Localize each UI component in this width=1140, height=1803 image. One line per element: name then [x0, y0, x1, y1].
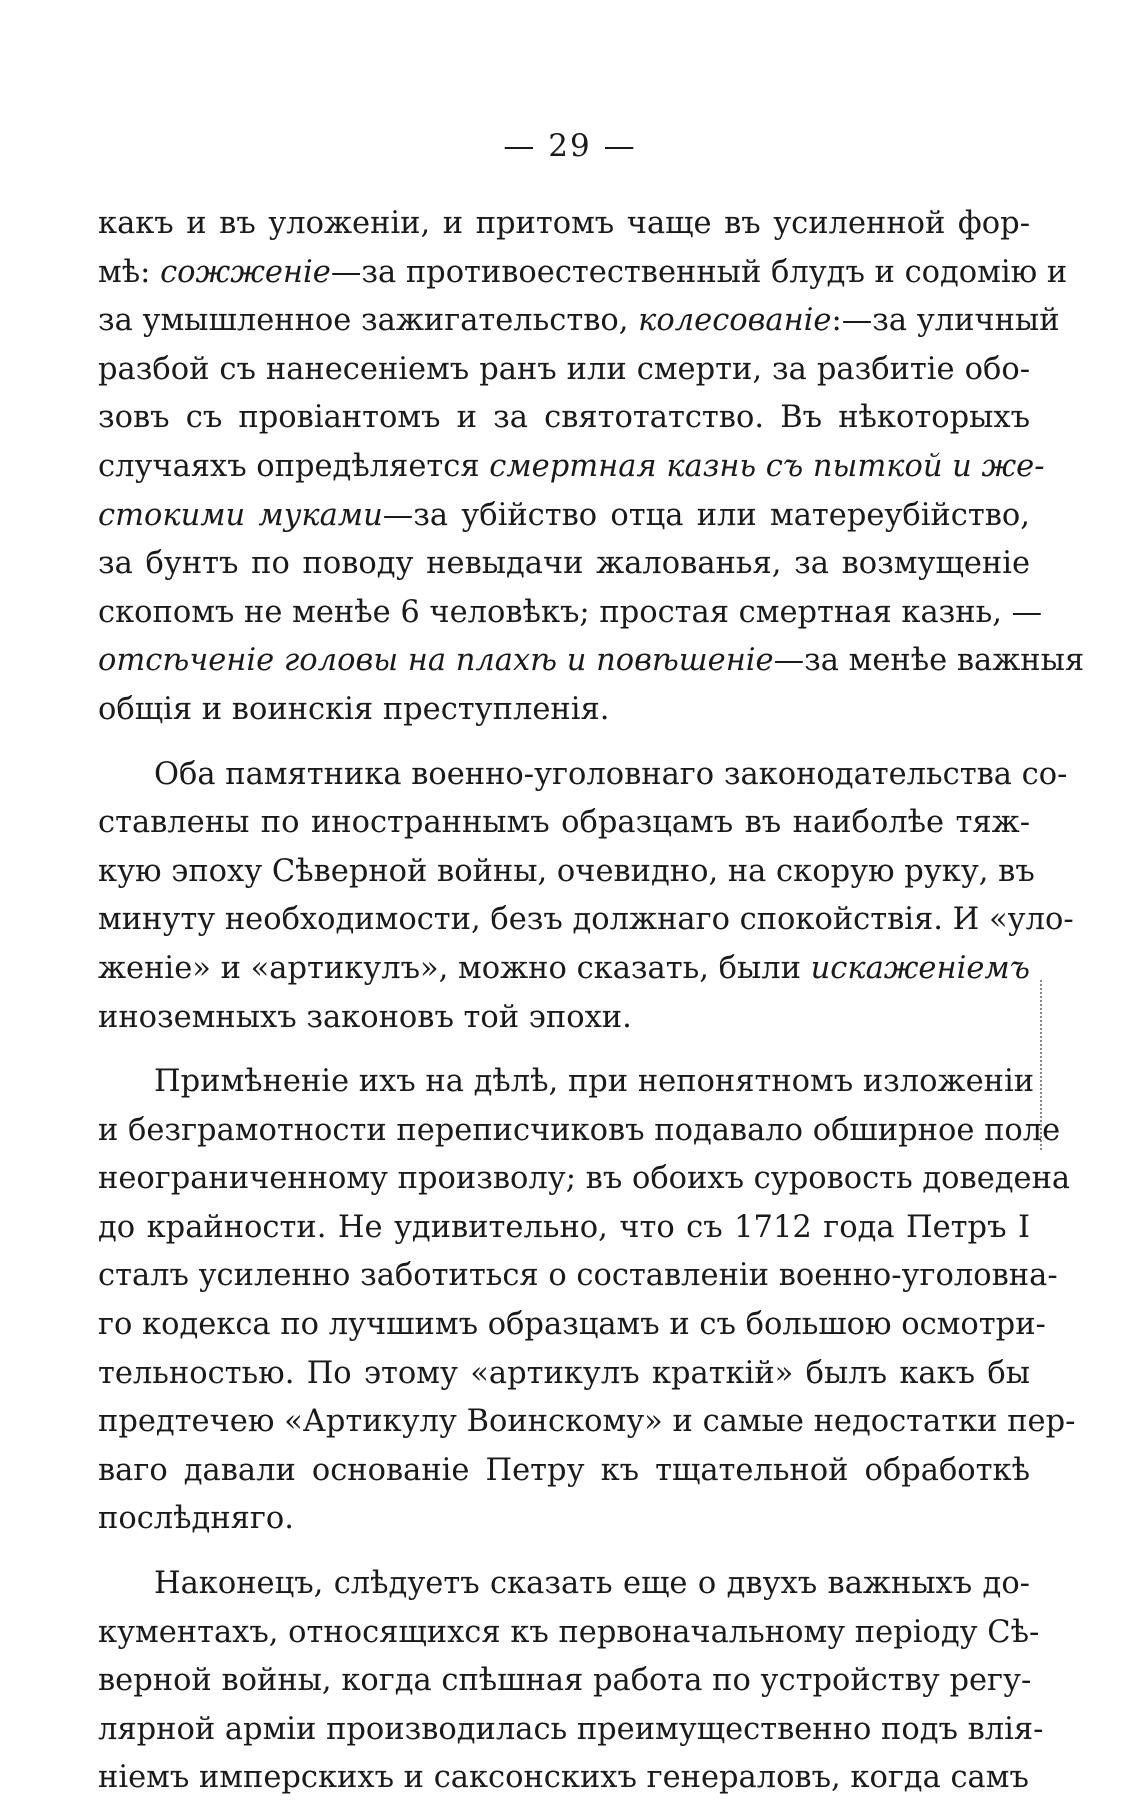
text-line: [98, 1058, 1035, 1107]
text-line: [98, 589, 1043, 638]
text-segment: зовъ съ провіантомъ и за святотатство. Въ нѣкоторыхъ: [98, 400, 1030, 436]
paragraph: [98, 751, 1074, 1043]
text-segment: женіе» и «артикулъ», можно сказать, были: [98, 950, 811, 986]
text-segment: кую эпоху Сѣверной войны, очевидно, на скорую руку, въ: [98, 853, 1035, 889]
text-segment: —за менѣе важныя: [773, 643, 1085, 679]
text-line: [98, 1495, 1030, 1544]
text-line: [98, 637, 1085, 686]
text-segment: го кодекса по лучшимъ образцамъ и съ большою осмотри-: [98, 1307, 1046, 1343]
text-line: [98, 751, 1068, 800]
text-line: [98, 1107, 1061, 1156]
text-segment: до крайности. Не удивительно, что съ 1712 года Петръ I: [98, 1209, 1030, 1245]
paragraph-gap: [98, 1042, 1030, 1058]
text-segment: ставлены по иностраннымъ образцамъ въ наиболѣе тяж-: [98, 805, 1030, 841]
text-line: [98, 1398, 1076, 1447]
text-segment: какъ и въ уложеніи, и притомъ чаще въ усиленной фор-: [98, 206, 1030, 241]
text-segment: общія и воинскія преступленія.: [98, 691, 610, 727]
paragraph-gap: [98, 735, 1030, 751]
paragraph: [98, 1560, 1044, 1803]
italic-segment: колесованіе: [638, 303, 832, 339]
text-line: [98, 945, 1030, 994]
text-segment: случаяхъ опредѣляется: [98, 448, 490, 484]
text-line: [98, 896, 1074, 945]
paragraph: [98, 200, 1085, 735]
paragraph: [98, 1058, 1076, 1544]
text-line: [98, 1560, 1030, 1609]
text-segment: неограниченному произволу; въ обоихъ суровость доведена: [98, 1161, 1071, 1197]
text-line: [98, 492, 1030, 541]
text-line: [98, 848, 1035, 897]
italic-segment: стокими муками: [98, 497, 383, 533]
text-segment: тельностью. По этому «артикулъ краткій» былъ какъ бы: [98, 1355, 1030, 1391]
text-line: [98, 1301, 1046, 1350]
paragraph-gap: [98, 1544, 1030, 1560]
text-line: [98, 1657, 1030, 1706]
text-segment: Оба памятника военно-уголовнаго законодательства со-: [154, 756, 1068, 792]
text-line: [98, 686, 1030, 735]
italic-segment: искаженіемъ: [810, 950, 1030, 986]
text-line: [98, 200, 1030, 249]
italic-segment: сожженіе: [160, 254, 331, 290]
text-line: [98, 799, 1030, 848]
page-number: — 29 —: [503, 128, 637, 164]
text-line: [98, 394, 1030, 443]
text-line: [98, 443, 1045, 492]
text-segment: сталъ усиленно заботиться о составленіи военно-уголовна-: [98, 1258, 1058, 1294]
text-line: [98, 540, 1030, 589]
text-line: [98, 1609, 1040, 1658]
text-segment: скопомъ не менѣе 6 человѣкъ; простая смертная казнь, —: [98, 594, 1043, 630]
text-segment: предтечею «Артикулу Воинскому» и самые недостатки пер-: [98, 1404, 1076, 1440]
text-segment: иноземныхъ законовъ той эпохи.: [98, 999, 632, 1035]
text-segment: Наконецъ, слѣдуетъ сказать еще о двухъ важныхъ до-: [154, 1566, 1030, 1602]
text-line: [98, 297, 1060, 346]
text-segment: ваго давали основаніе Петру къ тщательной обработкѣ: [98, 1452, 1030, 1488]
body-text: [98, 200, 1085, 1803]
text-line: [98, 1252, 1058, 1301]
text-segment: за умышленное зажигательство,: [98, 303, 639, 339]
text-line: [98, 1204, 1030, 1253]
text-segment: лярной арміи производилась преимущественно подъ влія-: [98, 1711, 1044, 1747]
text-segment: —за противоестественный блудъ и содомію и: [330, 254, 1068, 290]
text-line: [98, 1754, 1030, 1803]
text-segment: разбой съ нанесеніемъ ранъ или смерти, за разбитіе обо-: [98, 351, 1030, 387]
text-line: [98, 249, 1068, 298]
text-segment: за бунтъ по поводу невыдачи жалованья, за возмущеніе: [98, 546, 1030, 582]
text-segment: и безграмотности переписчиковъ подавало обширное поле: [98, 1112, 1061, 1148]
text-segment: верной войны, когда спѣшная работа по устройству регу-: [98, 1663, 1032, 1699]
text-line: [98, 1706, 1044, 1755]
text-line: [98, 1155, 1071, 1204]
text-segment: :—за уличный: [831, 303, 1060, 339]
text-segment: кументахъ, относящихся къ первоначальному періоду Сѣ-: [98, 1614, 1040, 1650]
text-segment: мѣ:: [98, 254, 161, 290]
text-segment: Примѣненіе ихъ на дѣлѣ, при непонятномъ изложеніи: [154, 1064, 1035, 1100]
text-segment: послѣдняго.: [98, 1501, 294, 1537]
text-line: [98, 1447, 1030, 1496]
italic-segment: отсѣченіе головы на плахѣ и повѣшеніе: [98, 643, 774, 679]
text-segment: минуту необходимости, безъ должнаго спокойствія. И «уло-: [98, 902, 1074, 938]
text-line: [98, 994, 1030, 1043]
text-line: [98, 1350, 1030, 1399]
margin-bracket-mark: [1040, 980, 1048, 1150]
text-line: [98, 346, 1030, 395]
italic-segment: смертная казнь съ пыткой и же-: [489, 448, 1045, 484]
text-segment: ніемъ имперскихъ и саксонскихъ генераловъ, когда самъ: [98, 1760, 1029, 1796]
text-segment: —за убійство отца или матереубійство,: [382, 497, 1030, 533]
